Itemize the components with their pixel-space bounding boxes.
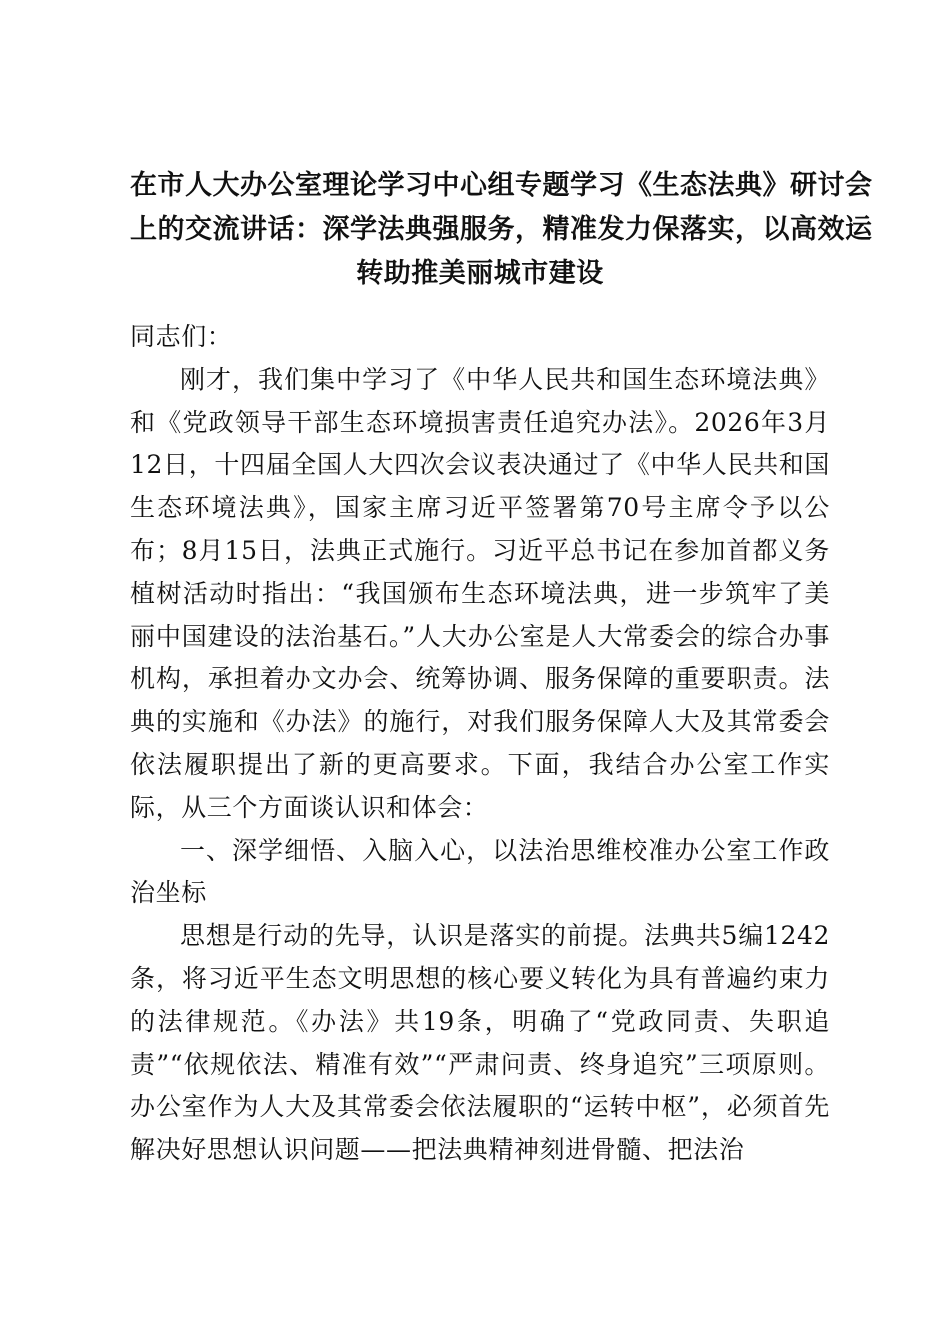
paragraph-section-one: 思想是行动的先导，认识是落实的前提。法典共5编1242条，将习近平生态文明思想的核心要义转化为具有普遍约束力的法律规范。《办法》共19条，明确了“党政同责、失职追责”“依规依法、精准有效”“严肃问责、终身追究”三项原则。办公室作为人大及其常委会依法履职的“运转中枢”，必须首先解决好思想认识问题——把法典精神刻进骨髓、把法治: [130, 921, 830, 1165]
document-body: [130, 316, 830, 1172]
title-line: 转助推美丽城市建设: [356, 258, 604, 289]
title-line: 上的交流讲话：深学法典强服务，精准发力保落实，以高效运: [130, 214, 873, 245]
section-heading-one: 一、深学细悟、入脑入心，以法治思维校准办公室工作政治坐标: [130, 835, 830, 908]
title-line: 在市人大办公室理论学习中心组专题学习《生态法典》研讨会: [130, 170, 873, 201]
document-title: [130, 164, 873, 296]
paragraph-intro: 刚才，我们集中学习了《中华人民共和国生态环境法典》和《党政领导干部生态环境损害责任追究办法》。2026年3月12日，十四届全国人大四次会议表决通过了《中华人民共和国生态环境法典》，国家主席习近平签署第70号主席令予以公布；8月15日，法典正式施行。习近平总书记在参加首都义务植树活动时指出：“我国颁布生态环境法典，进一步筑牢了美丽中国建设的法治基石。”人大办公室是人大常委会的综合办事机构，承担着办文办会、统筹协调、服务保障的重要职责。法典的实施和《办法》的施行，对我们服务保障人大及其常委会依法履职提出了新的更高要求。下面，我结合办公室工作实际，从三个方面谈认识和体会：: [130, 364, 830, 822]
salutation: 同志们：: [130, 322, 233, 351]
